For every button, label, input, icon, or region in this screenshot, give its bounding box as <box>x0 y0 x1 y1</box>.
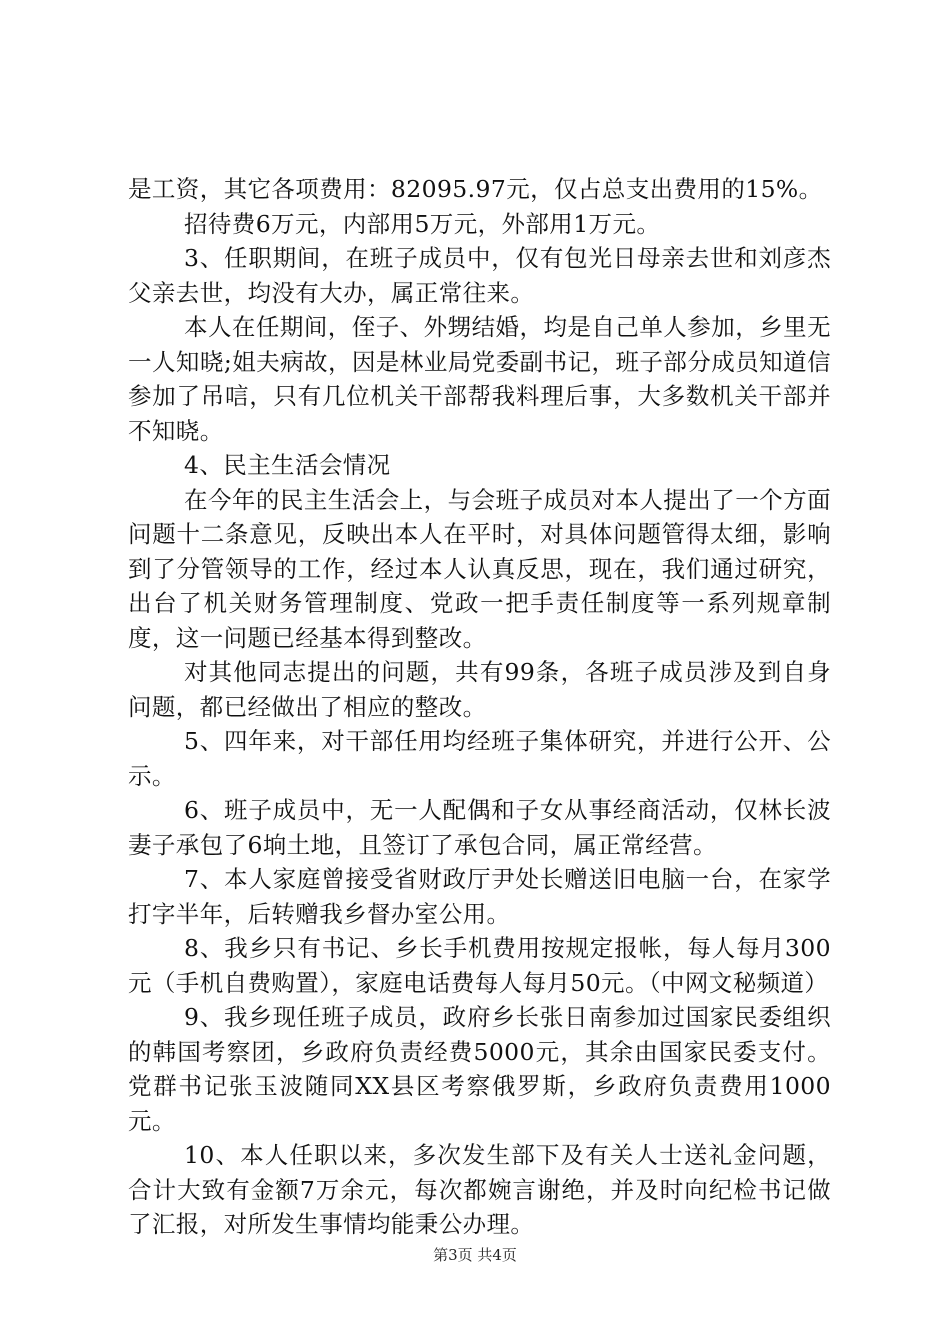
paragraph-3: 3、任职期间，在班子成员中，仅有包光日母亲去世和刘彦杰父亲去世，均没有大办，属正常往来。 <box>128 244 831 307</box>
paragraph-5-heading: 4、民主生活会情况 <box>184 451 391 479</box>
paragraph-11: 8、我乡只有书记、乡长手机费用按规定报帐，每人每月300元（手机自费购置），家庭电话费每人每月50元。（中网文秘频道） <box>128 934 831 997</box>
paragraph-7: 对其他同志提出的问题，共有99条，各班子成员涉及到自身问题，都已经做出了相应的整改。 <box>128 658 831 721</box>
paragraph-9: 6、班子成员中，无一人配偶和子女从事经商活动，仅林长波妻子承包了6垧土地，且签订了承包合同，属正常经营。 <box>128 796 831 859</box>
paragraph-13: 10、本人任职以来，多次发生部下及有关人士送礼金问题，合计大致有金额7万余元，每次都婉言谢绝，并及时向纪检书记做了汇报，对所发生事情均能秉公办理。 <box>128 1141 831 1238</box>
paragraph-8: 5、四年来，对干部任用均经班子集体研究，并进行公开、公示。 <box>128 727 831 790</box>
paragraph-10: 7、本人家庭曾接受省财政厅尹处长赠送旧电脑一台，在家学打字半年，后转赠我乡督办室公用。 <box>128 865 831 928</box>
paragraph-6: 在今年的民主生活会上，与会班子成员对本人提出了一个方面问题十二条意见，反映出本人在平时，对具体问题管得太细，影响到了分管领导的工作，经过本人认真反思，现在，我们通过研究，出台了机关财务管理制度、党政一把手责任制度等一系列规章制度，这一问题已经基本得到整改。 <box>128 485 831 652</box>
document-body <box>128 172 831 1242</box>
paragraph-12: 9、我乡现任班子成员，政府乡长张日南参加过国家民委组织的韩国考察团，乡政府负责经费5000元，其余由国家民委支付。党群书记张玉波随同XX县区考察俄罗斯，乡政府负责费用1000元。 <box>128 1003 831 1135</box>
paragraph-1: 是工资，其它各项费用：82095.97元，仅占总支出费用的15%。 <box>128 175 823 203</box>
page-number-footer: 第3页 共4页 <box>433 1246 517 1264</box>
paragraph-4: 本人在任期间，侄子、外甥结婚，均是自己单人参加，乡里无一人知晓;姐夫病故，因是林业局党委副书记，班子部分成员知道信参加了吊唁，只有几位机关干部帮我料理后事，大多数机关干部并不知晓。 <box>128 313 831 445</box>
paragraph-2: 招待费6万元，内部用5万元，外部用1万元。 <box>184 209 661 238</box>
